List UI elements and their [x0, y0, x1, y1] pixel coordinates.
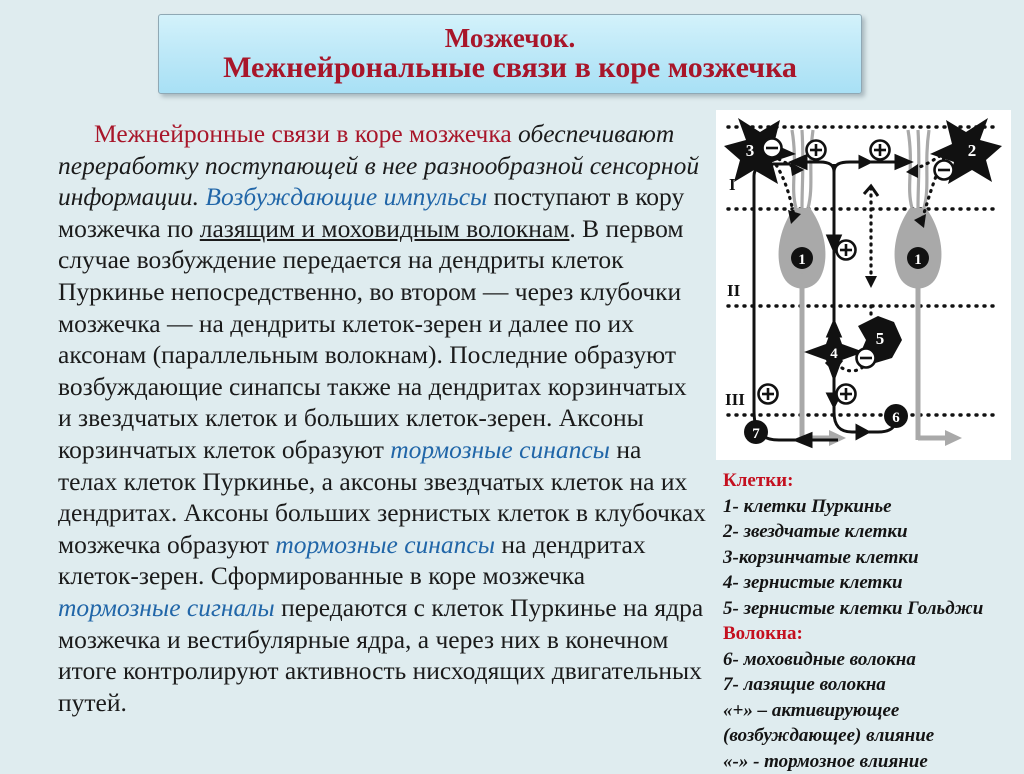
layer-label-I: I: [729, 175, 736, 194]
sign-plus-climbing-7: [759, 385, 778, 404]
sign-minus-2: [935, 161, 954, 180]
marker-label-1-left: 1: [798, 252, 806, 268]
body-paragraph: [58, 118, 706, 718]
text-segment-plain-2: . В первом случае возбуждение передается на дендриты клеток Пуркинье непосредственно, во втором — через клубочки мозжечка — на дендриты клеток-зерен и далее по их аксонам (параллельным волокнам). Последние образуют возбуждающие синапсы также на дендритах корзинчатых и звездчатых клеток и больших клеток-зерен. Аксоны корзинчатых клеток образуют: [58, 214, 687, 464]
sign-minus-5: [857, 349, 876, 368]
marker-label-4: 4: [830, 346, 838, 362]
text-segment-red-lead: Межнейронные связи в коре мозжечка: [94, 119, 512, 148]
marker-label-6: 6: [892, 410, 900, 426]
marker-label-7: 7: [752, 426, 760, 442]
sign-minus-3: [763, 139, 782, 158]
legend-item-fiber-6: 6- моховидные волокна: [723, 647, 1018, 673]
legend-item-plus-sign-line2: (возбуждающее) влияние: [723, 723, 1018, 749]
marker-label-5: 5: [876, 329, 885, 348]
marker-label-1-right: 1: [914, 252, 922, 268]
marker-label-3: 3: [746, 141, 755, 160]
sign-plus-climbing-soma: [837, 241, 856, 260]
legend-item-cell-1: 1- клетки Пуркинье: [723, 494, 1018, 520]
text-segment-blue-3: тормозные синапсы: [275, 530, 495, 559]
text-segment-blue-4: тормозные сигналы: [58, 593, 275, 622]
cerebellum-cortex-diagram: [716, 110, 1011, 460]
title-line-1: Мозжечок.: [445, 24, 576, 53]
text-segment-underlined-1: лазящим и моховидным волокнам: [200, 214, 570, 243]
text-segment-blue-2: тормозные синапсы: [390, 435, 610, 464]
diagram-legend: [723, 468, 1018, 774]
slide-title-banner: [158, 14, 862, 94]
marker-label-2: 2: [968, 141, 977, 160]
diagram-svg: [716, 110, 1011, 460]
text-segment-plain-1: поступают в кору мозжечка по: [58, 182, 684, 243]
sign-plus-parallel-left: [807, 141, 826, 160]
legend-heading-fibers: Волокна:: [723, 621, 1018, 647]
layer-label-III: III: [725, 390, 745, 409]
text-segment-plain-4: на дендритах клеток-зерен. Сформированные в коре мозжечка: [58, 530, 646, 591]
legend-item-cell-3: 3-корзинчатые клетки: [723, 545, 1018, 571]
layer-label-II: II: [727, 281, 741, 300]
legend-item-cell-5: 5- зернистые клетки Гольджи: [723, 596, 1018, 622]
text-segment-plain-3: на телах клеток Пуркинье, а аксоны звездчатых клеток на их дендритах. Аксоны больших зернистых клеток в клубочках мозжечка образуют: [58, 435, 706, 559]
title-line-2: Межнейрональные связи в коре мозжечка: [223, 52, 797, 84]
text-segment-italic-1: обеспечивают переработку поступающей в нее разнообразной сенсорной информации.: [58, 119, 699, 211]
text-segment-blue-1: Возбуждающие импульсы: [205, 182, 487, 211]
legend-heading-cells: Клетки:: [723, 468, 1018, 494]
legend-item-fiber-7: 7- лазящие волокна: [723, 672, 1018, 698]
legend-item-cell-4: 4- зернистые клетки: [723, 570, 1018, 596]
body-text-block: [58, 118, 706, 718]
text-segment-plain-5: передаются с клеток Пуркинье на ядра мозжечка и вестибулярные ядра, а через них в конечном итоге контролируют активность нисходящих двигательных путей.: [58, 593, 703, 717]
legend-item-cell-2: 2- звездчатые клетки: [723, 519, 1018, 545]
legend-item-minus-sign: «-» - тормозное влияние: [723, 749, 1018, 774]
legend-item-plus-sign-line1: «+» – активирующее: [723, 698, 1018, 724]
sign-plus-mossy-granule: [837, 385, 856, 404]
sign-plus-parallel-right: [871, 141, 890, 160]
